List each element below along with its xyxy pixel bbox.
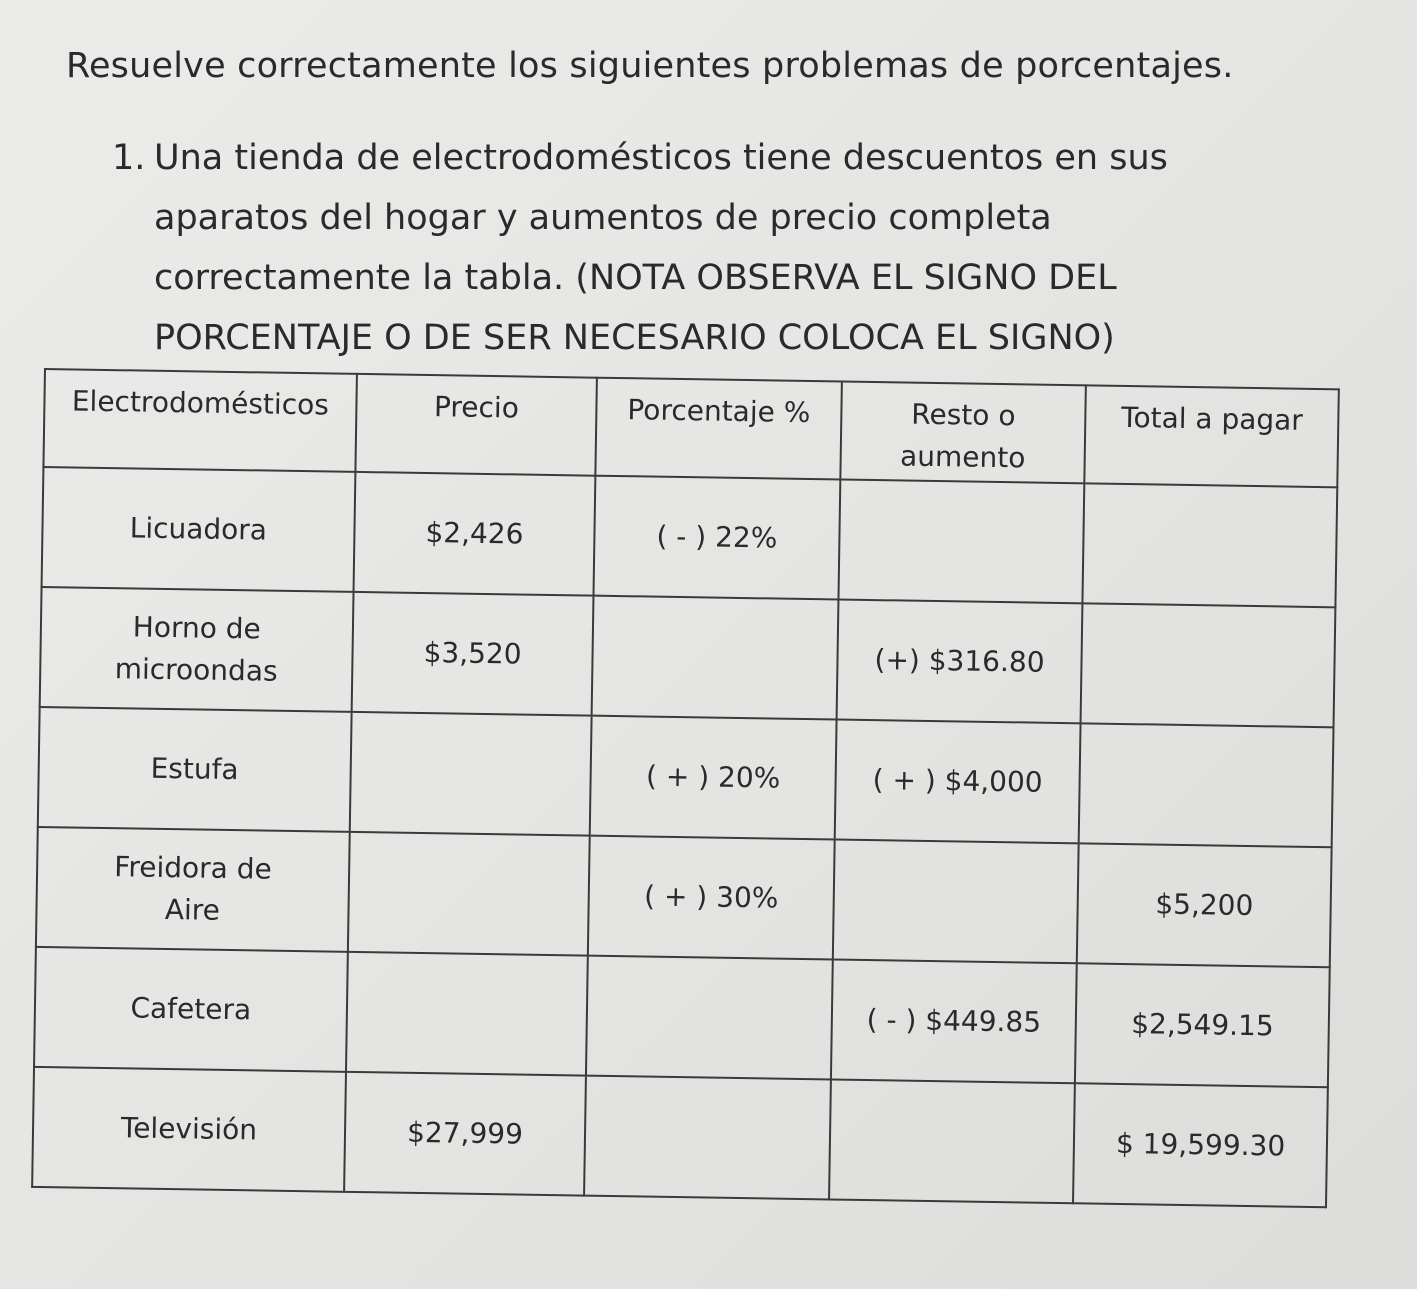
- cell-total: $ 19,599.30: [1073, 1083, 1328, 1207]
- header-percent: Porcentaje %: [596, 378, 842, 480]
- header-change: [840, 382, 1086, 484]
- cell-price: [350, 712, 592, 836]
- cell-change: [838, 480, 1084, 604]
- cell-appliance: [42, 467, 356, 592]
- appliance-table-container: [30, 368, 1344, 1258]
- cell-total: [1083, 483, 1338, 607]
- appliance-name-line2: microondas: [114, 652, 278, 688]
- cell-appliance: [40, 587, 354, 712]
- cell-appliance: [34, 947, 348, 1072]
- table-row: [42, 467, 1338, 607]
- cell-percent: [584, 1076, 830, 1200]
- header-price: Precio: [355, 374, 597, 476]
- table-row: [36, 827, 1332, 967]
- problem-line: correctamente la tabla. (NOTA OBSERVA EL SIGNO DEL: [154, 258, 1117, 298]
- appliance-name-line2: Aire: [164, 892, 221, 927]
- problem-line: Una tienda de electrodomésticos tiene descuentos en sus: [154, 138, 1168, 178]
- header-change-line1: Resto o: [911, 397, 1016, 433]
- cell-change: ( + ) $4,000: [834, 719, 1080, 843]
- cell-percent: [592, 596, 838, 720]
- table-row: [34, 947, 1330, 1087]
- problem-text: [154, 128, 1312, 368]
- cell-change: [829, 1079, 1075, 1203]
- problem-statement: [112, 128, 1312, 368]
- header-change-line2: aumento: [899, 439, 1026, 475]
- appliance-name-line1: Cafetera: [130, 991, 252, 1027]
- cell-percent: ( - ) 22%: [594, 476, 840, 600]
- cell-total: $5,200: [1077, 843, 1332, 967]
- appliance-name-line1: Televisión: [120, 1111, 258, 1147]
- cell-total: [1079, 723, 1334, 847]
- cell-percent: [586, 956, 832, 1080]
- cell-change: (+) $316.80: [836, 600, 1082, 724]
- problem-line: PORCENTAJE O DE SER NECESARIO COLOCA EL SIGNO): [154, 318, 1115, 358]
- table-row: [32, 1067, 1328, 1207]
- problem-number: 1.: [112, 138, 146, 178]
- table-row: [38, 707, 1334, 847]
- appliance-table: [31, 368, 1340, 1208]
- cell-price: [348, 832, 590, 956]
- cell-change: [833, 839, 1079, 963]
- appliance-name-line1: Freidora de: [114, 850, 273, 886]
- cell-appliance: [32, 1067, 346, 1192]
- header-appliance: Electrodomésticos: [43, 369, 356, 472]
- cell-appliance: [36, 827, 350, 952]
- appliance-name-line1: Estufa: [150, 751, 239, 787]
- cell-percent: ( + ) 20%: [590, 716, 836, 840]
- appliance-name-line1: Licuadora: [129, 511, 268, 547]
- table-row: [40, 587, 1336, 727]
- cell-change: ( - ) $449.85: [831, 959, 1077, 1083]
- problem-line: aparatos del hogar y aumentos de precio completa: [154, 198, 1052, 238]
- cell-percent: ( + ) 30%: [588, 836, 834, 960]
- appliance-name-line1: Horno de: [132, 610, 262, 646]
- cell-appliance: [38, 707, 352, 832]
- header-total: Total a pagar: [1085, 385, 1339, 487]
- cell-total: $2,549.15: [1075, 963, 1330, 1087]
- cell-price: $27,999: [344, 1072, 586, 1196]
- cell-price: [346, 952, 588, 1076]
- instruction-heading: Resuelve correctamente los siguientes problemas de porcentajes.: [66, 46, 1234, 86]
- cell-total: [1081, 603, 1336, 727]
- cell-price: $3,520: [351, 592, 593, 716]
- cell-price: $2,426: [353, 472, 595, 596]
